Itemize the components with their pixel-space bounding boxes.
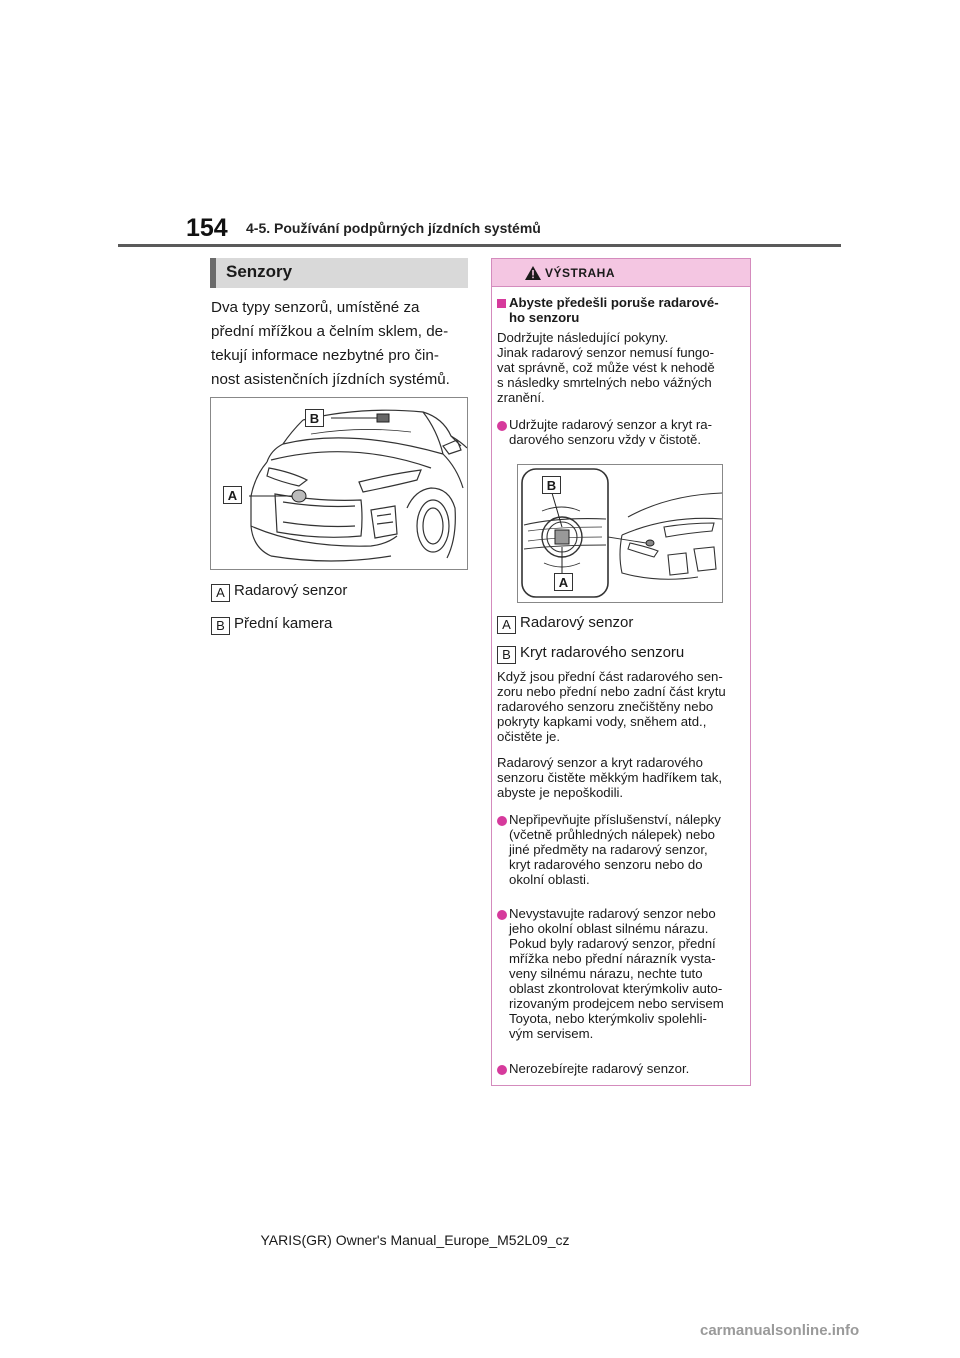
text-line: Nerozebírejte radarový senzor.: [509, 1061, 690, 1076]
figure-label-b: B: [305, 409, 324, 427]
text-line: zoru nebo přední nebo zadní část krytu: [497, 684, 726, 699]
text-line: radarového senzoru znečištěny nebo: [497, 699, 714, 714]
bullet-dot-icon: [497, 910, 507, 920]
legend-item: [211, 615, 332, 635]
figure-label-b: B: [542, 476, 561, 494]
text-line: rizovaným prodejcem nebo servisem: [509, 996, 724, 1011]
text-line: kryt radarového senzoru nebo do: [509, 857, 703, 872]
text-line: oblast zkontrolovat kterýmkoliv auto-: [509, 981, 723, 996]
text-line: Toyota, nebo kterýmkoliv spolehli-: [509, 1011, 707, 1026]
text-line: vým servisem.: [509, 1026, 594, 1041]
text-line: darového senzoru vždy v čistotě.: [509, 432, 702, 447]
legend-key-box: B: [497, 646, 516, 664]
text-line: jeho okolní oblast silnému nárazu.: [509, 921, 709, 936]
intro-line: tekují informace nezbytné pro čin-: [211, 347, 439, 364]
section-title: Senzory: [226, 262, 293, 281]
warning-title: VÝSTRAHA: [545, 266, 616, 280]
warning-legend: [497, 615, 684, 671]
text-line: Když jsou přední část radarového sen-: [497, 669, 723, 684]
legend-key-box: B: [211, 617, 230, 635]
legend-text: Radarový senzor: [234, 582, 348, 599]
legend-item: [211, 582, 347, 602]
watermark: carmanualsonline.info: [700, 1322, 860, 1339]
warning-box: [491, 258, 751, 1086]
warning-bullet: [509, 812, 721, 887]
text-line: senzoru čistěte měkkým hadříkem tak,: [497, 770, 722, 785]
text-line: Jinak radarový senzor nemusí fungo-: [497, 345, 714, 360]
radar-cover-figure: [517, 464, 723, 603]
warning-bullet: [509, 417, 712, 447]
legend-text: Radarový senzor: [520, 614, 634, 631]
warning-bullet: [509, 906, 724, 1041]
text-line: jiné předměty na radarový senzor,: [509, 842, 708, 857]
warning-paragraph: [497, 330, 715, 405]
text-line: abyste je nepoškodili.: [497, 785, 624, 800]
figure-label-a: A: [554, 573, 573, 591]
text-line: očistěte je.: [497, 729, 561, 744]
chapter-title: 4-5. Používání podpůrných jízdních systémů: [246, 220, 541, 236]
legend-item: [497, 615, 684, 645]
legend-text: Přední kamera: [234, 615, 333, 632]
text-line: mřížka nebo přední nárazník vysta-: [509, 951, 716, 966]
text-line: Udržujte radarový senzor a kryt ra-: [509, 417, 713, 432]
text-line: veny silnému nárazu, nechte tuto: [509, 966, 703, 981]
car-front-illustration: [211, 398, 467, 569]
bullet-dot-icon: [497, 421, 507, 431]
warning-paragraph: [497, 755, 722, 800]
legend-key-box: A: [211, 584, 230, 602]
page-footer: [0, 1232, 960, 1248]
text-line: vat správně, což může vést k nehodě: [497, 360, 715, 375]
legend-item: [497, 645, 684, 671]
intro-line: nost asistenčních jízdních systémů.: [211, 371, 450, 388]
car-sensor-figure: [210, 397, 468, 570]
intro-line: Dva typy senzorů, umístěné za: [211, 299, 420, 316]
text-line: Dodržujte následující pokyny.: [497, 330, 669, 345]
warning-paragraph: [497, 669, 726, 744]
bullet-dot-icon: [497, 816, 507, 826]
bullet-dot-icon: [497, 1065, 507, 1075]
text-line: pokryty kapkami vody, sněhem atd.,: [497, 714, 707, 729]
page-number: 154: [186, 214, 228, 242]
warning-header: [492, 259, 750, 287]
legend-text: Kryt radarového senzoru: [520, 644, 685, 661]
text-line: s následky smrtelných nebo vážných: [497, 375, 712, 390]
heading-line: ho senzoru: [509, 310, 580, 325]
square-bullet-icon: [497, 299, 506, 308]
warning-bullet: [509, 1061, 689, 1076]
section-header: [210, 258, 468, 288]
text-line: Pokud byly radarový senzor, přední: [509, 936, 716, 951]
text-line: Nepřipevňujte příslušenství, nálepky: [509, 812, 721, 827]
legend-key-box: A: [497, 616, 516, 634]
text-line: Radarový senzor a kryt radarového: [497, 755, 703, 770]
header-divider: [118, 244, 841, 247]
warning-triangle-icon: [524, 265, 542, 281]
text-line: (včetně průhledných nálepek) nebo: [509, 827, 716, 842]
figure-label-a: A: [223, 486, 242, 504]
heading-line: Abyste předešli poruše radarové-: [509, 295, 719, 310]
text-line: Nevystavujte radarový senzor nebo: [509, 906, 716, 921]
intro-line: přední mřížkou a čelním sklem, de-: [211, 323, 449, 340]
footer-text: YARIS(GR) Owner's Manual_Europe_M52L09_cz: [260, 1232, 570, 1248]
text-line: okolní oblasti.: [509, 872, 590, 887]
text-line: zranění.: [497, 390, 545, 405]
warning-heading: [509, 295, 719, 325]
intro-paragraph: [211, 296, 473, 392]
